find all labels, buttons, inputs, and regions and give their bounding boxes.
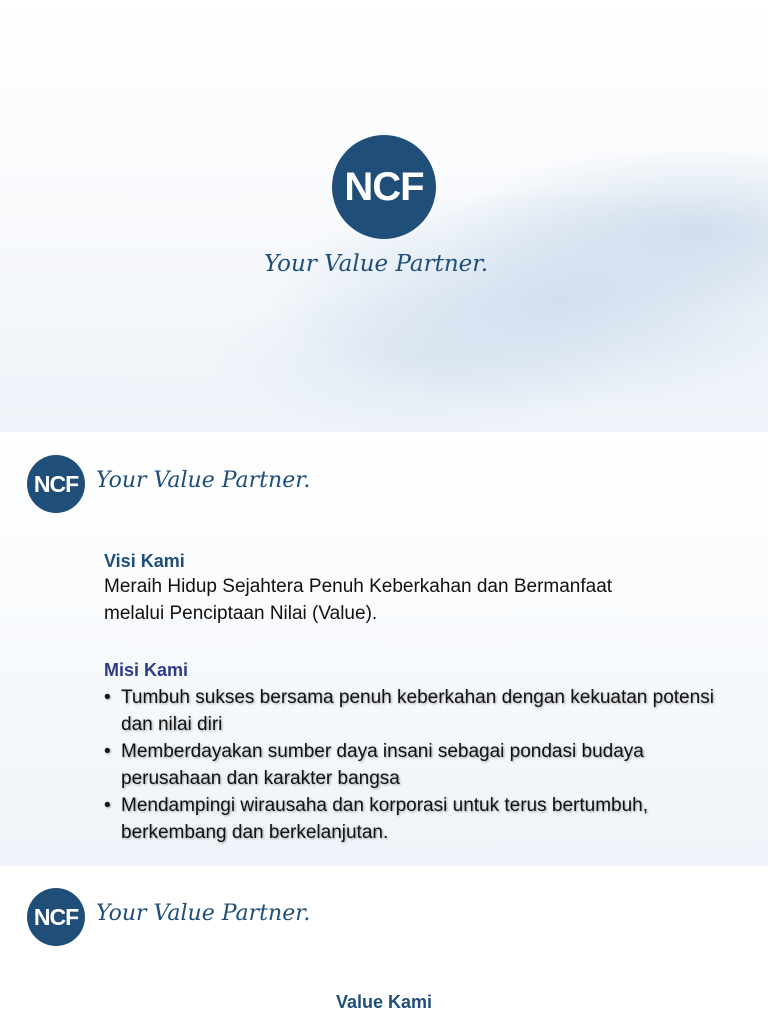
mission-item-text: Mendampingi wirausaha dan korporasi untuk terus bertumbuh, berkembang dan berkelanjutan. xyxy=(121,795,649,843)
vision-line: Meraih Hidup Sejahtera Penuh Keberkahan dan Bermanfaat xyxy=(104,576,613,597)
bullet-icon: • xyxy=(104,741,111,762)
mission-item xyxy=(104,684,724,738)
mission-list xyxy=(104,684,724,846)
mission-item-text: Memberdayakan sumber daya insani sebagai pondasi budaya perusahaan dan karakter bangsa xyxy=(121,741,644,789)
mission-section xyxy=(104,658,724,846)
bullet-icon: • xyxy=(104,795,111,816)
vision-line: melalui Penciptaan Nilai (Value). xyxy=(104,603,378,624)
bullet-icon: • xyxy=(104,687,111,708)
values-heading: Value Kami xyxy=(335,992,433,1012)
vision-mission-slide xyxy=(0,432,768,866)
vision-section xyxy=(104,549,724,627)
mission-item-text: Tumbuh sukses bersama penuh keberkahan dengan kekuatan potensi dan nilai diri xyxy=(121,687,714,735)
ncf-logo: NCF xyxy=(332,135,436,239)
tagline: Your Value Partner. xyxy=(96,468,311,493)
mission-item xyxy=(104,792,724,846)
tagline: Your Value Partner. xyxy=(264,251,489,277)
vision-heading: Visi Kami xyxy=(104,551,185,571)
mission-item xyxy=(104,738,724,792)
mission-heading: Misi Kami xyxy=(104,660,189,680)
ncf-logo: NCF xyxy=(27,455,85,513)
values-slide xyxy=(0,866,768,1024)
tagline: Your Value Partner. xyxy=(96,901,311,926)
ncf-logo: NCF xyxy=(27,888,85,946)
cover-slide xyxy=(0,0,768,432)
